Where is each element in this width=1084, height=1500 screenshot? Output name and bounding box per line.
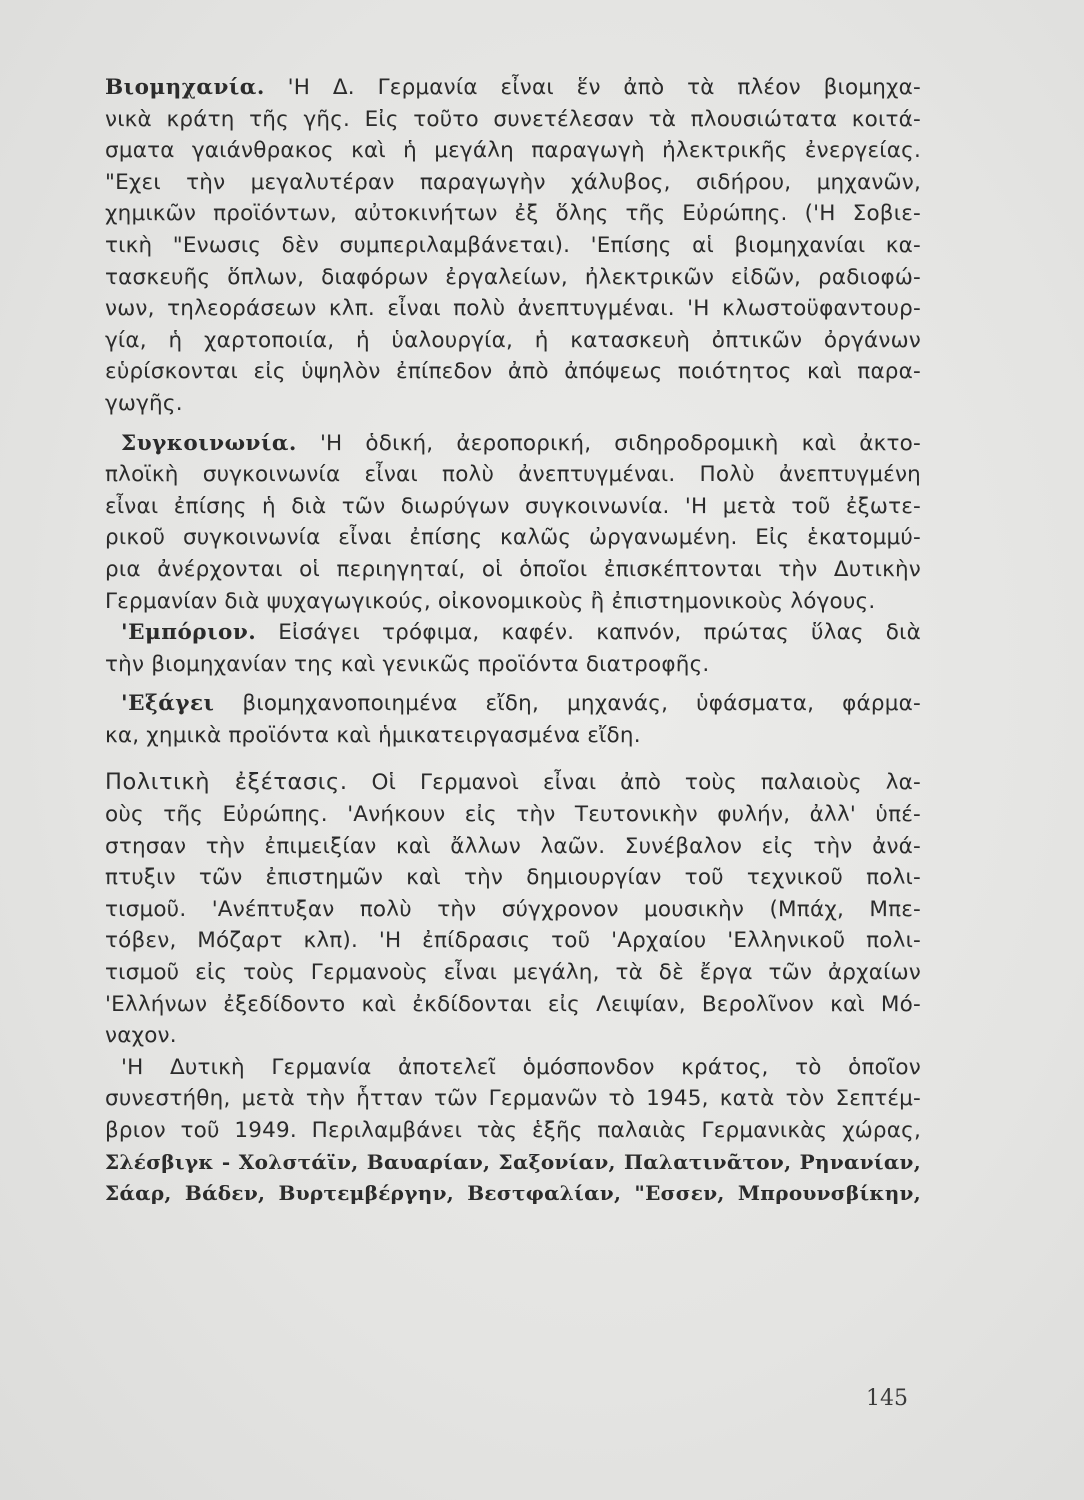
text-line: 'Εξάγει βιομηχανοποιημένα εἴδη, μηχανάς, ὑφάσματα, φάρμα-	[121, 691, 921, 717]
text-line: τόβεν, Μόζαρτ κλπ). 'Η ἐπίδρασις τοῦ 'Αρχαίου 'Ελληνικοῦ πολι-	[105, 928, 921, 954]
paragraph-exports	[105, 688, 921, 751]
paragraph-industry	[105, 72, 921, 420]
text-line: συνεστήθη, μετὰ τὴν ἧτταν τῶν Γερμανῶν τὸ 1945, κατὰ τὸν Σεπτέμ-	[105, 1086, 921, 1112]
text-line: πλοϊκὴ συγκοινωνία εἶναι πολὺ ἀνεπτυγμέναι. Πολὺ ἀνεπτυγμένη	[105, 462, 921, 488]
text-line: Σάαρ, Βάδεν, Βυρτεμβέργην, Βεστφαλίαν, "Εσσεν, Μπρουνσβίκην,	[105, 1181, 921, 1206]
body-text	[105, 72, 921, 1210]
text-line: ναχον.	[105, 1023, 177, 1049]
text-line: τισμοῦ εἰς τοὺς Γερμανοὺς εἶναι μεγάλη, τὰ δὲ ἔργα τῶν ἀρχαίων	[105, 960, 921, 986]
text-line: γία, ἡ χαρτοποιία, ἡ ὑαλουργία, ἡ κατασκευὴ ὀπτικῶν ὀργάνων	[105, 327, 921, 353]
text-line: τασκευῆς ὅπλων, διαφόρων ἐργαλείων, ἠλεκτρικῶν εἰδῶν, ραδιοφώ-	[105, 264, 921, 290]
text-line: σματα γαιάνθρακος καὶ ἡ μεγάλη παραγωγὴ ἠλεκτρικῆς ἐνεργείας.	[105, 138, 921, 164]
text-line: χημικῶν προϊόντων, αὐτοκινήτων ἐξ ὅλης τῆς Εὐρώπης. ('Η Σοβιε-	[105, 201, 921, 227]
text-line: νικὰ κράτη τῆς γῆς. Εἰς τοῦτο συνετέλεσαν τὰ πλουσιώτατα κοιτά-	[105, 106, 921, 132]
text-line: Συγκοινωνία. 'Η ὁδική, ἀεροπορική, σιδηροδρομικὴ καὶ ἀκτο-	[121, 430, 921, 456]
text-line: Πολιτικὴ ἐξέτασις. Οἱ Γερμανοὶ εἶναι ἀπὸ τοὺς παλαιοὺς λα-	[105, 769, 921, 796]
text-line: ρικοῦ συγκοινωνία εἶναι ἐπίσης καλῶς ὠργανωμένη. Εἰς ἑκατομμύ-	[105, 525, 921, 551]
text-line: 'Ελλήνων ἐξεδίδοντο καὶ ἐκδίδονται εἰς Λειψίαν, Βερολῖνον καὶ Μό-	[105, 991, 921, 1017]
spacer	[105, 420, 921, 428]
heading-trade: 'Εμπόριον.	[121, 620, 257, 646]
text-line: γωγῆς.	[105, 390, 183, 416]
spacer	[105, 751, 921, 767]
text-line: Γερμανίαν διὰ ψυχαγωγικούς, οἰκονομικοὺς ἢ ἐπιστημονικοὺς λόγους.	[105, 588, 876, 614]
text-line: ρια ἀνέρχονται οἱ περιηγηταί, οἱ ὁποῖοι ἐπισκέπτονται τὴν Δυτικὴν	[105, 556, 921, 582]
text-line: τισμοῦ. 'Ανέπτυξαν πολὺ τὴν σύγχρονον μουσικὴν (Μπάχ, Μπε-	[105, 896, 921, 922]
paragraph-trade	[105, 617, 921, 680]
text-line: κα, χημικὰ προϊόντα καὶ ἡμικατειργασμένα εἴδη.	[105, 722, 641, 748]
text-line: Βιομηχανία. 'Η Δ. Γερμανία εἶναι ἕν ἀπὸ τὰ πλέον βιομηχα-	[105, 75, 921, 100]
text-line: εὑρίσκονται εἰς ὑψηλὸν ἐπίπεδον ἀπὸ ἀπόψεως ποιότητος καὶ παρα-	[105, 359, 921, 385]
text-line: 'Εμπόριον. Εἰσάγει τρόφιμα, καφέν. καπνόν, πρώτας ὕλας διὰ	[121, 620, 921, 646]
paragraph-political	[105, 767, 921, 1051]
paragraph-transport	[105, 428, 921, 618]
heading-transport: Συγκοινωνία.	[121, 430, 297, 456]
spacer	[105, 680, 921, 688]
text-line: Σλέσβιγκ - Χολστάϊν, Βαυαρίαν, Σαξονίαν, Παλατινᾶτον, Ρηνανίαν,	[105, 1149, 921, 1174]
text-line: οὺς τῆς Εὐρώπης. 'Ανήκουν εἰς τὴν Τευτονικὴν φυλήν, ἀλλ' ὑπέ-	[105, 802, 921, 828]
text-line: "Εχει τὴν μεγαλυτέραν παραγωγὴν χάλυβος, σιδήρου, μηχανῶν,	[105, 169, 921, 195]
text-line: πτυξιν τῶν ἐπιστημῶν καὶ τὴν δημιουργίαν τοῦ τεχνικοῦ πολι-	[105, 865, 921, 891]
heading-industry: Βιομηχανία.	[105, 75, 265, 100]
text-line: εἶναι ἐπίσης ἡ διὰ τῶν διωρύγων συγκοινωνία. 'Η μετὰ τοῦ ἐξωτε-	[105, 493, 921, 519]
heading-political: Πολιτικὴ ἐξέτασις.	[105, 769, 348, 796]
text-line: στησαν τὴν ἐπιμειξίαν καὶ ἄλλων λαῶν. Συνέβαλον εἰς τὴν ἀνά-	[105, 833, 921, 859]
text-line: τὴν βιομηχανίαν της καὶ γενικῶς προϊόντα διατροφῆς.	[105, 651, 710, 677]
text-line: νων, τηλεοράσεων κλπ. εἶναι πολὺ ἀνεπτυγμέναι. 'Η κλωστοϋφαντουρ-	[105, 296, 921, 322]
text-line: 'Η Δυτικὴ Γερμανία ἀποτελεῖ ὁμόσπονδον κράτος, τὸ ὁποῖον	[121, 1054, 921, 1080]
text-line: βριον τοῦ 1949. Περιλαμβάνει τὰς ἑξῆς παλαιὰς Γερμανικὰς χώρας,	[105, 1118, 921, 1143]
text-line: τικὴ "Ενωσις δὲν συμπεριλαμβάνεται). 'Επίσης αἱ βιομηχανίαι κα-	[105, 232, 921, 258]
paragraph-federal-state	[105, 1052, 921, 1210]
page-number: 145	[866, 1386, 908, 1411]
heading-exports: 'Εξάγει	[121, 691, 215, 717]
